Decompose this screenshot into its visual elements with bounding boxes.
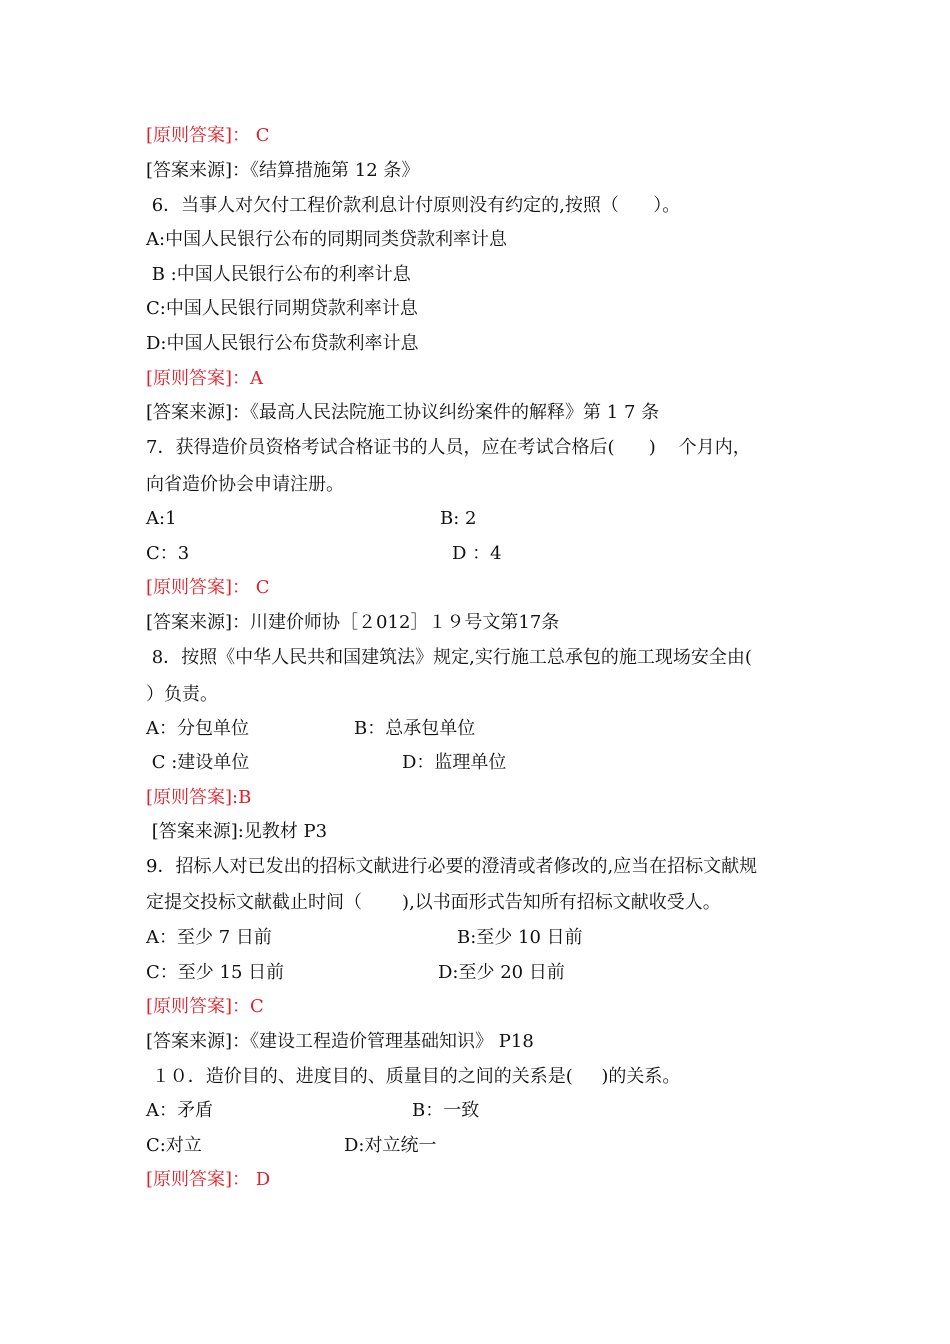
option-b: B:至少 10 日前 [457,927,583,948]
source-line: [答案来源]:见教材 P3 [146,821,328,842]
answer-line: [原则答案]： D [146,1169,271,1190]
option-a: A:1 [146,508,177,529]
question-9: 9．招标人对已发出的招标文献进行必要的澄清或者修改的,应当在招标文献规 [146,856,758,877]
option-c: C：3 [146,543,190,564]
question-10: １０．造价目的、进度目的、质量目的之间的关系是( )的关系。 [146,1066,681,1087]
option-a: A：矛盾 [146,1100,213,1121]
option-c: C:对立 [146,1135,202,1156]
question-7-cont: 向省造价协会申请注册。 [146,474,344,495]
option-c: C：至少 15 日前 [146,962,285,983]
answer-line: [原则答案]： C [146,125,270,146]
answer-line: [原则答案]： C [146,577,270,598]
question-9-cont: 定提交投标文献截止时间（ ),以书面形式告知所有招标文献收受人。 [146,892,721,913]
option-a: A:中国人民银行公布的同期同类贷款利率计息 [146,229,508,250]
option-b: B :中国人民银行公布的利率计息 [146,264,411,285]
source-line: [答案来源]：《最高人民法院施工协议纠纷案件的解释》第 1 7 条 [146,402,660,423]
option-b: B: 2 [440,508,477,529]
option-a: A：至少 7 日前 [146,927,272,948]
question-8: 8．按照《中华人民共和国建筑法》规定,实行施工总承包的施工现场安全由( [146,647,752,668]
answer-line: [原则答案]：C [146,996,264,1017]
option-b: B：一致 [412,1100,480,1121]
option-d: D ：4 [452,543,502,564]
source-line: [答案来源]：《建设工程造价管理基础知识》 P18 [146,1031,534,1052]
answer-line: [原则答案]:B [146,787,252,808]
source-line: [答案来源]：《结算措施第 12 条》 [146,160,420,181]
option-b: B：总承包单位 [354,718,476,739]
option-a: A：分包单位 [146,718,249,739]
option-d: D:至少 20 日前 [438,962,565,983]
option-d: D：监理单位 [402,752,507,773]
question-6: 6．当事人对欠付工程价款利息计付原则没有约定的,按照（ ）。 [146,195,681,216]
question-8-cont: ）负责。 [146,684,218,705]
option-d: D:中国人民银行公布贷款利率计息 [146,333,419,354]
option-c: C:中国人民银行同期贷款利率计息 [146,298,418,319]
option-d: D:对立统一 [344,1135,437,1156]
option-c: C :建设单位 [146,752,250,773]
question-7: 7．获得造价员资格考试合格证书的人员，应在考试合格后( ) 个月内， [146,437,751,458]
source-line: [答案来源]：川建价师协［２012］１９号文第17条 [146,612,560,633]
answer-line: [原则答案]：A [146,368,264,389]
